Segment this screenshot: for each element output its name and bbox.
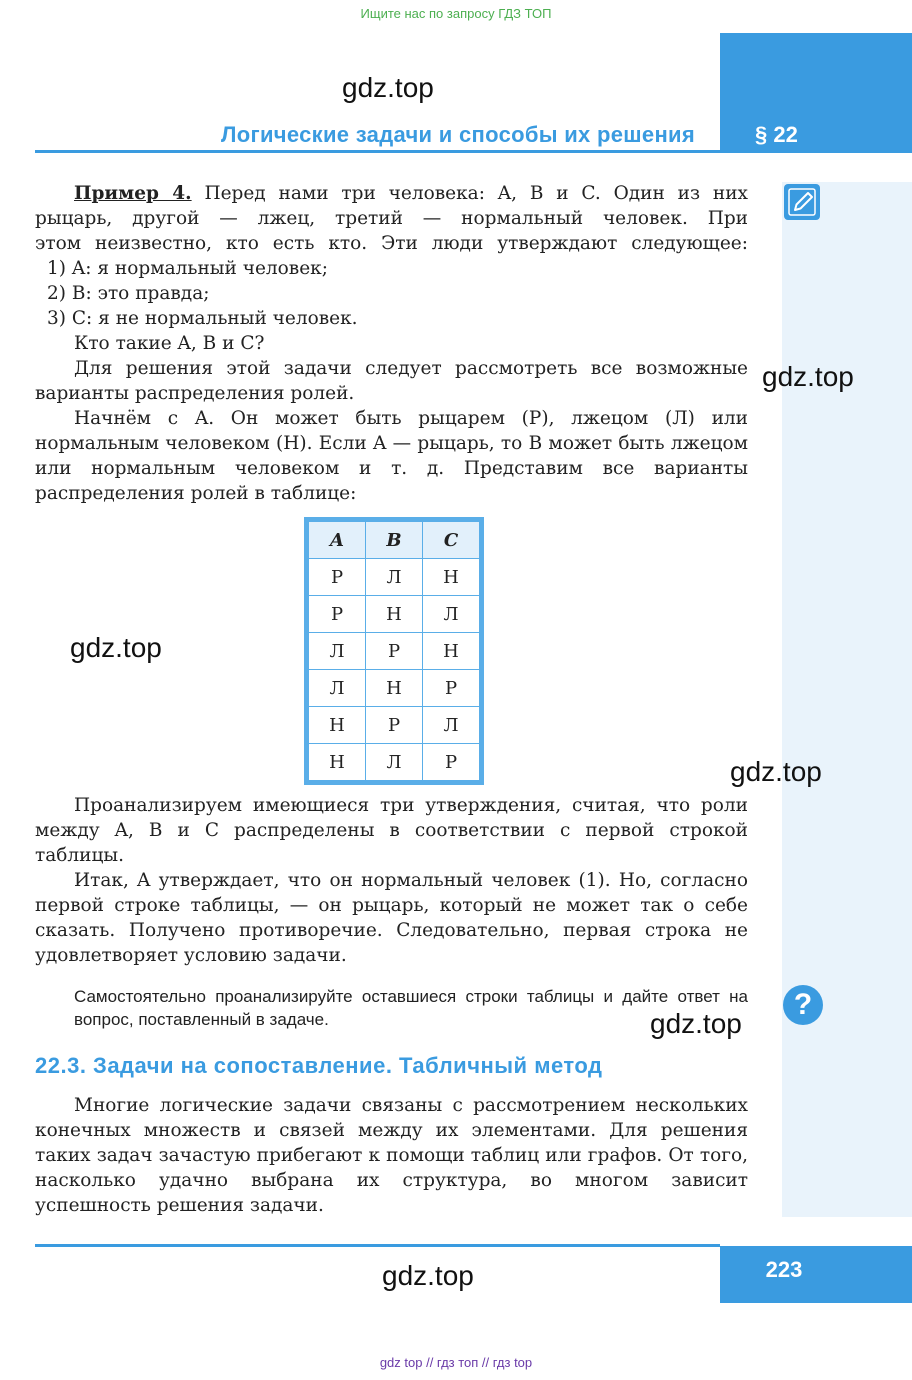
- header-tab: [720, 33, 912, 153]
- subsection-heading: 22.3. Задачи на сопоставление. Табличный метод: [35, 1053, 603, 1078]
- watermark: gdz.top: [730, 756, 822, 787]
- table-cell: Н: [423, 633, 480, 670]
- task-note: Самостоятельно проанализируйте оставшиеся строки таблицы и дайте ответ на вопрос, поставленный в задаче.: [74, 987, 748, 1029]
- watermark: gdz.top: [382, 1260, 474, 1291]
- section-number: § 22: [755, 122, 798, 147]
- watermark: gdz.top: [70, 632, 162, 663]
- table-cell: Р: [366, 633, 423, 670]
- watermark: gdz.top: [342, 72, 434, 103]
- watermark: gdz.top: [650, 1008, 742, 1039]
- table-cell: Р: [423, 744, 480, 781]
- table-cell: Л: [423, 707, 480, 744]
- table-cell: Л: [309, 670, 366, 707]
- roles-table: [304, 517, 484, 785]
- paragraph-3: Проанализируем имеющиеся три утверждения, считая, что роли между A, B и C распределены в соответствии с первой строкой таблицы.: [35, 795, 748, 866]
- table-row: [309, 707, 480, 744]
- table-row: [309, 559, 480, 596]
- example-question: Кто такие A, B и C?: [74, 333, 265, 354]
- example-label: Пример 4.: [74, 183, 192, 204]
- table-cell: Р: [423, 670, 480, 707]
- example-intro-line3: этом неизвестно, кто есть кто. Эти люди утверждают следующее:: [35, 233, 748, 254]
- header-rule: [35, 150, 720, 153]
- table-row: [309, 633, 480, 670]
- table-row: [309, 744, 480, 781]
- top-banner[interactable]: Ищите нас по запросу ГДЗ ТОП: [360, 6, 552, 21]
- table-cell: Л: [423, 596, 480, 633]
- footer-rule: [35, 1244, 720, 1247]
- table-cell: Н: [423, 559, 480, 596]
- page-number: 223: [765, 1257, 803, 1282]
- question-icon: ?: [783, 985, 823, 1025]
- paragraph-4: Итак, A утверждает, что он нормальный человек (1). Но, согласно первой строке таблицы, — он рыцарь, который не может так о себе сказать. Получено противоречие. Следовательно, первая строка не удовлетворяет условию задачи.: [35, 870, 748, 966]
- statement-2: 2) B: это правда;: [47, 283, 210, 304]
- bottom-links[interactable]: gdz top // гдз топ // гдз top: [379, 1355, 533, 1370]
- subsection-text: Многие логические задачи связаны с рассмотрением нескольких конечных множеств и связей между их элементами. Для решения таких задач зачастую прибегают к помощи таблиц или графов. От того, насколько удачно выбрана их структура, во многом зависит успешность решения задачи.: [35, 1095, 748, 1216]
- table-cell: Л: [309, 633, 366, 670]
- table-header-b: B: [366, 522, 423, 559]
- table-cell: Р: [366, 707, 423, 744]
- table-row: [309, 596, 480, 633]
- example-block: [35, 181, 748, 356]
- table-header-row: [309, 522, 480, 559]
- pencil-icon: [784, 184, 820, 220]
- table-header-a: A: [309, 522, 366, 559]
- table-cell: Л: [366, 744, 423, 781]
- table-header-c: C: [423, 522, 480, 559]
- side-band: [782, 182, 912, 1217]
- statement-3: 3) C: я не нормальный человек.: [47, 308, 358, 329]
- table-cell: Н: [309, 707, 366, 744]
- table-cell: Л: [366, 559, 423, 596]
- table-cell: Н: [366, 596, 423, 633]
- table-cell: Р: [309, 559, 366, 596]
- example-intro-line2: рыцарь, другой — лжец, третий — нормальный человек. При: [35, 208, 748, 229]
- paragraph-1: Для решения этой задачи следует рассмотреть все возможные варианты распределения ролей.: [35, 358, 748, 404]
- table-cell: Н: [309, 744, 366, 781]
- example-intro-line1: Перед нами три человека: A, B и C. Один из них: [204, 183, 748, 204]
- table-cell: Р: [309, 596, 366, 633]
- statement-1: 1) A: я нормальный человек;: [47, 258, 328, 279]
- table-cell: Н: [366, 670, 423, 707]
- chapter-title: Логические задачи и способы их решения: [221, 122, 695, 147]
- table-row: [309, 670, 480, 707]
- paragraph-2: Начнём с A. Он может быть рыцарем (Р), лжецом (Л) или нормальным человеком (Н). Если A — рыцарь, то B может быть лжецом или нормальным человеком и т. д. Представим все варианты распределения ролей в таблице:: [35, 408, 748, 504]
- watermark: gdz.top: [762, 361, 854, 392]
